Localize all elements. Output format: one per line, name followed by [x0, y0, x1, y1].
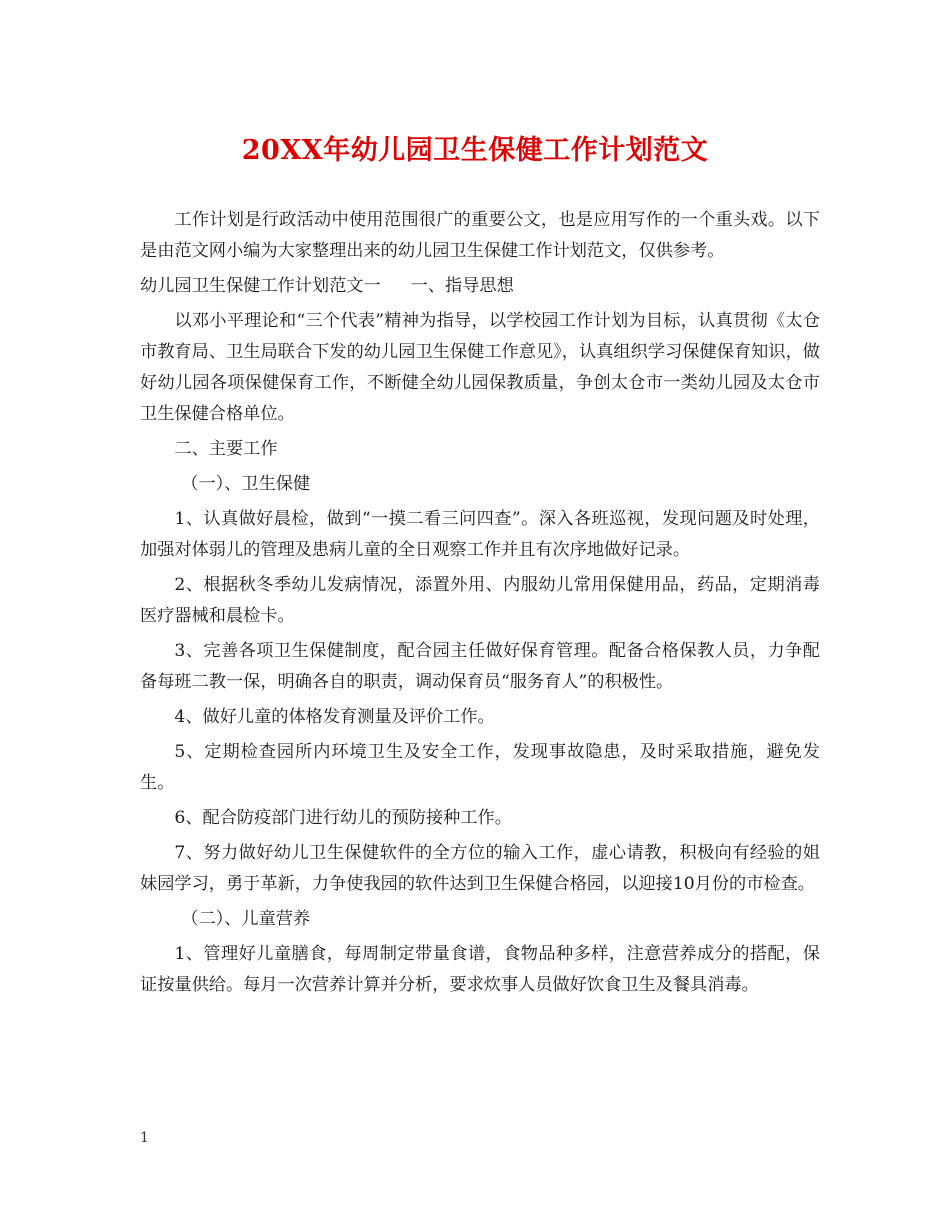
subsection-1-title: （一）、卫生保健 — [181, 474, 311, 494]
plan-heading: 幼儿园卫生保健工作计划范文一 — [140, 276, 381, 296]
document-title: 20XX年幼儿园卫生保健工作计划范文 — [241, 135, 709, 166]
document-body — [140, 205, 820, 1005]
list-item: 4、做好儿童的体格发育测量及评价工作。 — [174, 707, 495, 727]
intro-paragraph: 工作计划是行政活动中使用范围很广的重要公文，也是应用写作的一个重头戏。以下是由范文网小编为大家整理出来的幼儿园卫生保健工作计划范文，仅供参考。 — [140, 210, 820, 261]
list-item: 6、配合防疫部门进行幼儿的预防接种工作。 — [174, 808, 512, 828]
page-number: 1 — [140, 1130, 149, 1146]
subsection-2-title: （二）、儿童营养 — [181, 909, 311, 929]
list-item: 3、完善各项卫生保健制度，配合园主任做好保育管理。配备合格保教人员，力争配备每班二教一保，明确各自的职责，调动保育员“服务育人”的积极性。 — [140, 641, 820, 692]
list-item: 7、努力做好幼儿卫生保健软件的全方位的输入工作，虚心请教，积极向有经验的姐妹园学习，勇于革新，力争使我园的软件达到卫生保健合格园，以迎接10月份的市检查。 — [140, 843, 820, 894]
section-1-title: 一、指导思想 — [410, 276, 514, 296]
list-item: 1、认真做好晨检，做到“一摸二看三问四查”。深入各班巡视，发现问题及时处理，加强对体弱儿的管理及患病儿童的全日观察工作并且有次序地做好记录。 — [140, 509, 820, 560]
plan-heading-line — [140, 271, 820, 302]
list-item: 2、根据秋冬季幼儿发病情况，添置外用、内服幼儿常用保健用品，药品，定期消毒医疗器械和晨检卡。 — [140, 575, 820, 626]
section-1-body: 以邓小平理论和“三个代表”精神为指导，以学校园工作计划为目标，认真贯彻《太仓市教育局、卫生局联合下发的幼儿园卫生保健工作意见》，认真组织学习保健保育知识，做好幼儿园各项保健保育工作，不断健全幼儿园保教质量，争创太仓市一类幼儿园及太仓市卫生保健合格单位。 — [140, 311, 820, 424]
section-2-title: 二、主要工作 — [174, 439, 278, 459]
list-item: 5、定期检查园所内环境卫生及安全工作，发现事故隐患，及时采取措施，避免发生。 — [140, 742, 820, 793]
list-item: 1、管理好儿童膳食，每周制定带量食谱，食物品种多样，注意营养成分的搭配，保证按量供给。每月一次营养计算并分析，要求炊事人员做好饮食卫生及餐具消毒。 — [140, 944, 820, 995]
